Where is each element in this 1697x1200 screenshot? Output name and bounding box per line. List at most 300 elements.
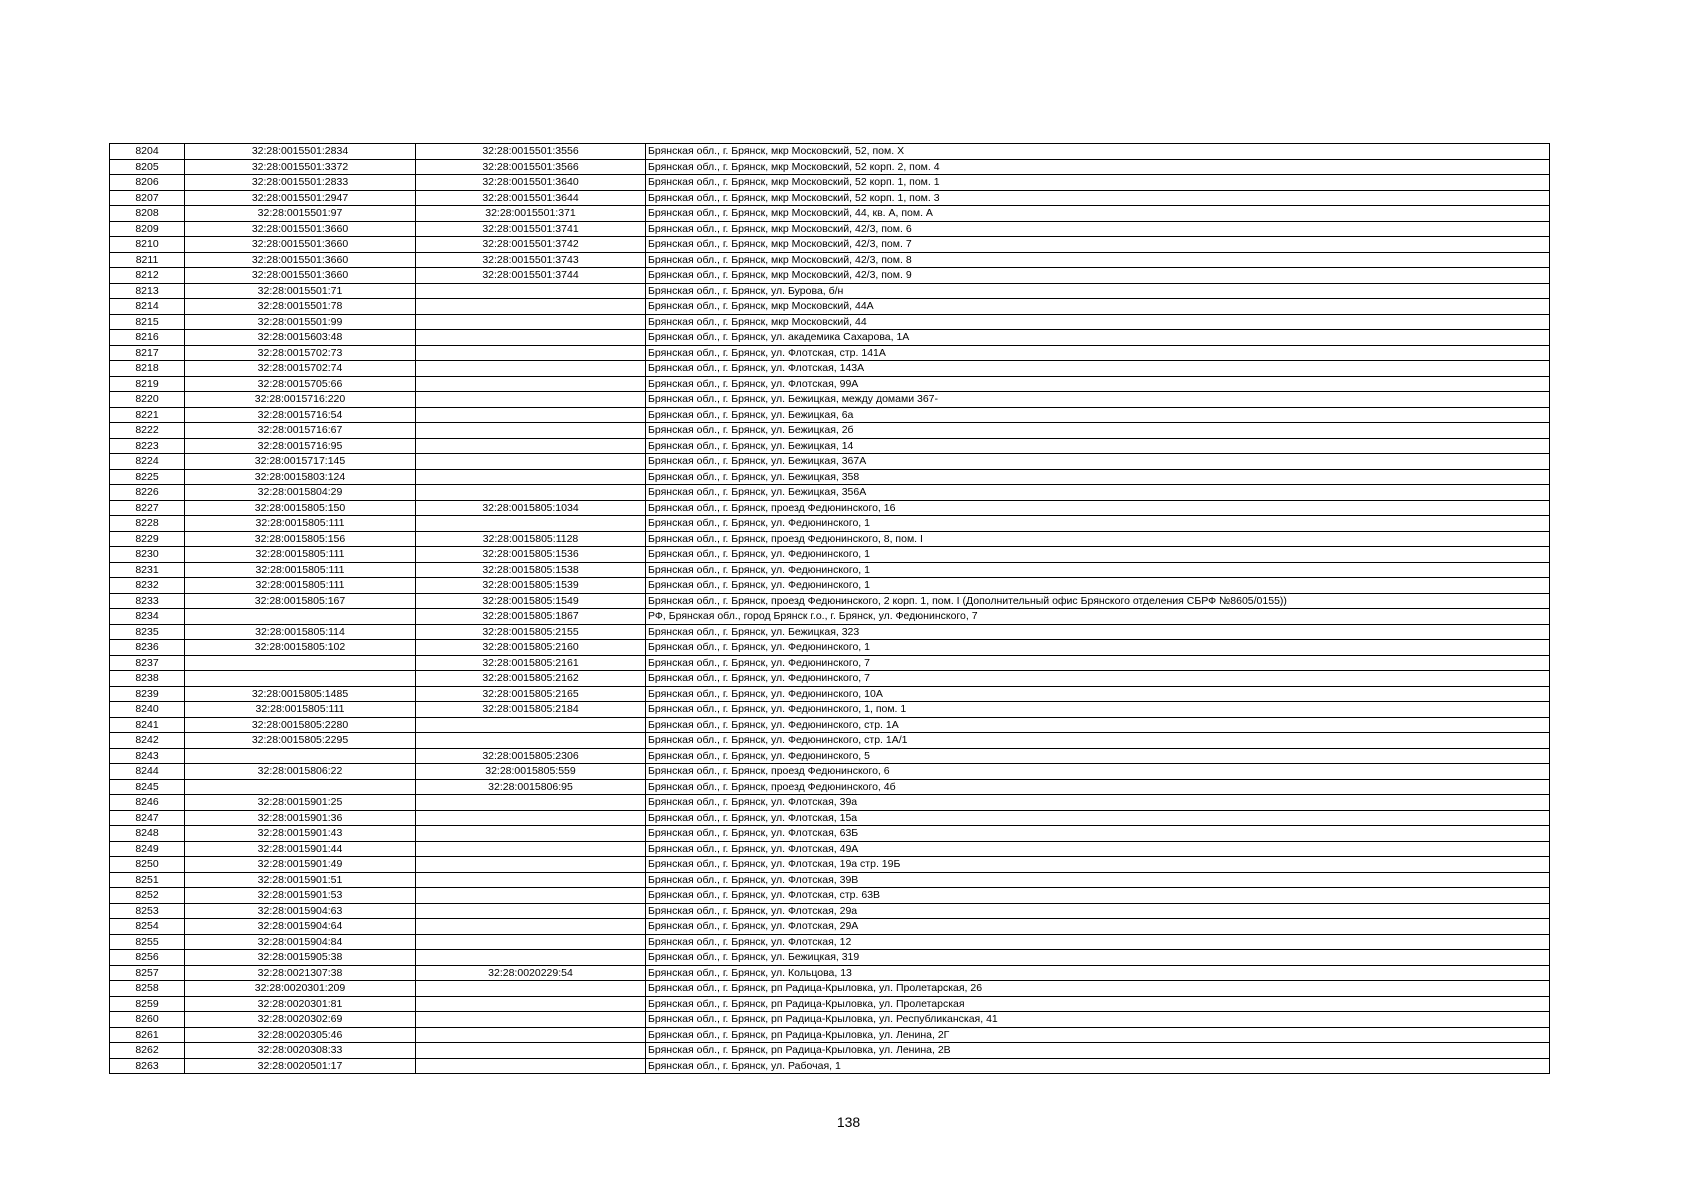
address-cell: Брянская обл., г. Брянск, проезд Федюнинского, 4б (646, 779, 1550, 795)
address-cell: Брянская обл., г. Брянск, мкр Московский, 42/3, пом. 6 (646, 221, 1550, 237)
cadastral-number-cell: 32:28:0015717:145 (185, 454, 416, 470)
row-number-cell: 8204 (110, 144, 185, 160)
object-number-cell: 32:28:0015805:1539 (416, 578, 646, 594)
cadastral-number-cell: 32:28:0015805:111 (185, 578, 416, 594)
table-row (110, 221, 1550, 237)
row-number-cell: 8214 (110, 299, 185, 315)
table-row (110, 454, 1550, 470)
row-number-cell: 8217 (110, 345, 185, 361)
cadastral-number-cell: 32:28:0015501:71 (185, 283, 416, 299)
address-cell: Брянская обл., г. Брянск, мкр Московский, 52 корп. 1, пом. 3 (646, 190, 1550, 206)
object-number-cell: 32:28:0015805:1128 (416, 531, 646, 547)
object-number-cell (416, 872, 646, 888)
row-number-cell: 8228 (110, 516, 185, 532)
cadastral-number-cell: 32:28:0015803:124 (185, 469, 416, 485)
address-cell: Брянская обл., г. Брянск, ул. Бежицкая, 2б (646, 423, 1550, 439)
object-number-cell: 32:28:0015501:3644 (416, 190, 646, 206)
table-row (110, 1058, 1550, 1074)
row-number-cell: 8209 (110, 221, 185, 237)
address-cell: Брянская обл., г. Брянск, мкр Московский, 42/3, пом. 7 (646, 237, 1550, 253)
object-number-cell (416, 950, 646, 966)
object-number-cell: 32:28:0015805:1034 (416, 500, 646, 516)
table-row (110, 547, 1550, 563)
cadastral-number-cell: 32:28:0015501:3660 (185, 221, 416, 237)
cadastral-number-cell: 32:28:0015705:66 (185, 376, 416, 392)
row-number-cell: 8257 (110, 965, 185, 981)
row-number-cell: 8238 (110, 671, 185, 687)
address-cell: Брянская обл., г. Брянск, ул. Флотская, 29а (646, 903, 1550, 919)
address-cell: Брянская обл., г. Брянск, мкр Московский, 52 корп. 2, пом. 4 (646, 159, 1550, 175)
object-number-cell: 32:28:0015501:3741 (416, 221, 646, 237)
object-number-cell (416, 299, 646, 315)
table-row (110, 175, 1550, 191)
row-number-cell: 8215 (110, 314, 185, 330)
row-number-cell: 8252 (110, 888, 185, 904)
registry-table (109, 143, 1550, 1074)
object-number-cell (416, 376, 646, 392)
table-row (110, 826, 1550, 842)
address-cell: Брянская обл., г. Брянск, рп Радица-Крыловка, ул. Ленина, 2В (646, 1043, 1550, 1059)
object-number-cell (416, 485, 646, 501)
cadastral-number-cell: 32:28:0015716:95 (185, 438, 416, 454)
table-row (110, 190, 1550, 206)
address-cell: Брянская обл., г. Брянск, ул. Федюнинского, 7 (646, 671, 1550, 687)
cadastral-number-cell: 32:28:0015501:78 (185, 299, 416, 315)
address-cell: Брянская обл., г. Брянск, ул. Федюнинского, 1 (646, 562, 1550, 578)
table-row (110, 423, 1550, 439)
address-cell: Брянская обл., г. Брянск, ул. Флотская, 29А (646, 919, 1550, 935)
row-number-cell: 8250 (110, 857, 185, 873)
cadastral-number-cell: 32:28:0020301:81 (185, 996, 416, 1012)
address-cell: Брянская обл., г. Брянск, ул. Флотская, 99А (646, 376, 1550, 392)
address-cell: Брянская обл., г. Брянск, ул. Флотская, 63Б (646, 826, 1550, 842)
cadastral-number-cell: 32:28:0015501:2834 (185, 144, 416, 160)
object-number-cell (416, 345, 646, 361)
address-cell: Брянская обл., г. Брянск, ул. Рабочая, 1 (646, 1058, 1550, 1074)
address-cell: Брянская обл., г. Брянск, ул. Федюнинского, 10А (646, 686, 1550, 702)
cadastral-number-cell (185, 655, 416, 671)
address-cell: Брянская обл., г. Брянск, мкр Московский, 44, кв. А, пом. А (646, 206, 1550, 222)
object-number-cell (416, 438, 646, 454)
row-number-cell: 8233 (110, 593, 185, 609)
address-cell: Брянская обл., г. Брянск, мкр Московский, 52 корп. 1, пом. 1 (646, 175, 1550, 191)
table-row (110, 516, 1550, 532)
cadastral-number-cell: 32:28:0015806:22 (185, 764, 416, 780)
table-row (110, 810, 1550, 826)
address-cell: Брянская обл., г. Брянск, ул. Бежицкая, 6а (646, 407, 1550, 423)
table-row (110, 779, 1550, 795)
cadastral-number-cell: 32:28:0015805:111 (185, 547, 416, 563)
row-number-cell: 8206 (110, 175, 185, 191)
row-number-cell: 8221 (110, 407, 185, 423)
table-row (110, 268, 1550, 284)
address-cell: Брянская обл., г. Брянск, ул. Флотская, 39а (646, 795, 1550, 811)
object-number-cell: 32:28:0015806:95 (416, 779, 646, 795)
object-number-cell: 32:28:0015805:2306 (416, 748, 646, 764)
cadastral-number-cell: 32:28:0015501:3660 (185, 237, 416, 253)
row-number-cell: 8260 (110, 1012, 185, 1028)
row-number-cell: 8230 (110, 547, 185, 563)
address-cell: Брянская обл., г. Брянск, мкр Московский, 52, пом. X (646, 144, 1550, 160)
object-number-cell: 32:28:0015805:2165 (416, 686, 646, 702)
object-number-cell (416, 795, 646, 811)
cadastral-number-cell: 32:28:0020301:209 (185, 981, 416, 997)
table-row (110, 283, 1550, 299)
object-number-cell (416, 996, 646, 1012)
row-number-cell: 8246 (110, 795, 185, 811)
table-row (110, 1012, 1550, 1028)
table-row (110, 562, 1550, 578)
object-number-cell (416, 516, 646, 532)
row-number-cell: 8224 (110, 454, 185, 470)
table-row (110, 795, 1550, 811)
object-number-cell (416, 810, 646, 826)
object-number-cell: 32:28:0015501:3566 (416, 159, 646, 175)
address-cell: Брянская обл., г. Брянск, ул. Флотская, 12 (646, 934, 1550, 950)
address-cell: Брянская обл., г. Брянск, рп Радица-Крыловка, ул. Республиканская, 41 (646, 1012, 1550, 1028)
address-cell: Брянская обл., г. Брянск, ул. Федюнинского, 1, пом. 1 (646, 702, 1550, 718)
cadastral-number-cell: 32:28:0015901:25 (185, 795, 416, 811)
row-number-cell: 8227 (110, 500, 185, 516)
address-cell: Брянская обл., г. Брянск, ул. Флотская, 143А (646, 361, 1550, 377)
cadastral-number-cell: 32:28:0015805:111 (185, 702, 416, 718)
table-row (110, 965, 1550, 981)
cadastral-number-cell: 32:28:0015901:49 (185, 857, 416, 873)
cadastral-number-cell: 32:28:0015805:2280 (185, 717, 416, 733)
cadastral-number-cell: 32:28:0015901:51 (185, 872, 416, 888)
object-number-cell: 32:28:0015805:2161 (416, 655, 646, 671)
object-number-cell: 32:28:0015805:2184 (416, 702, 646, 718)
cadastral-number-cell: 32:28:0015716:220 (185, 392, 416, 408)
address-cell: Брянская обл., г. Брянск, проезд Федюнинского, 6 (646, 764, 1550, 780)
table-row (110, 934, 1550, 950)
address-cell: Брянская обл., г. Брянск, проезд Федюнинского, 2 корп. 1, пом. I (Дополнительный офис Брянского отделения СБРФ №8605/0155)) (646, 593, 1550, 609)
object-number-cell: 32:28:0015805:2160 (416, 640, 646, 656)
address-cell: Брянская обл., г. Брянск, ул. Флотская, стр. 63В (646, 888, 1550, 904)
address-cell: Брянская обл., г. Брянск, ул. Федюнинского, 1 (646, 578, 1550, 594)
table-row (110, 438, 1550, 454)
row-number-cell: 8243 (110, 748, 185, 764)
table-row (110, 624, 1550, 640)
row-number-cell: 8249 (110, 841, 185, 857)
cadastral-number-cell: 32:28:0015905:38 (185, 950, 416, 966)
cadastral-number-cell: 32:28:0015805:114 (185, 624, 416, 640)
cadastral-number-cell: 32:28:0015702:73 (185, 345, 416, 361)
object-number-cell: 32:28:0015805:1538 (416, 562, 646, 578)
address-cell: Брянская обл., г. Брянск, ул. Бурова, б/н (646, 283, 1550, 299)
table-row (110, 485, 1550, 501)
table-row (110, 686, 1550, 702)
table-row (110, 857, 1550, 873)
row-number-cell: 8205 (110, 159, 185, 175)
object-number-cell (416, 330, 646, 346)
address-cell: Брянская обл., г. Брянск, рп Радица-Крыловка, ул. Пролетарская, 26 (646, 981, 1550, 997)
row-number-cell: 8212 (110, 268, 185, 284)
table-row (110, 733, 1550, 749)
cadastral-number-cell (185, 779, 416, 795)
table-row (110, 702, 1550, 718)
cadastral-number-cell: 32:28:0015501:2833 (185, 175, 416, 191)
row-number-cell: 8244 (110, 764, 185, 780)
address-cell: Брянская обл., г. Брянск, ул. Бежицкая, 14 (646, 438, 1550, 454)
object-number-cell: 32:28:0015501:371 (416, 206, 646, 222)
address-cell: Брянская обл., г. Брянск, ул. Бежицкая, 358 (646, 469, 1550, 485)
row-number-cell: 8222 (110, 423, 185, 439)
address-cell: Брянская обл., г. Брянск, ул. Федюнинского, 1 (646, 547, 1550, 563)
table-row (110, 640, 1550, 656)
object-number-cell: 32:28:0020229:54 (416, 965, 646, 981)
row-number-cell: 8232 (110, 578, 185, 594)
row-number-cell: 8255 (110, 934, 185, 950)
table-row (110, 578, 1550, 594)
row-number-cell: 8263 (110, 1058, 185, 1074)
row-number-cell: 8259 (110, 996, 185, 1012)
cadastral-number-cell: 32:28:0015501:2947 (185, 190, 416, 206)
address-cell: Брянская обл., г. Брянск, ул. академика Сахарова, 1А (646, 330, 1550, 346)
object-number-cell: 32:28:0015501:3742 (416, 237, 646, 253)
object-number-cell (416, 469, 646, 485)
table-row (110, 206, 1550, 222)
address-cell: Брянская обл., г. Брянск, ул. Бежицкая, между домами 367- (646, 392, 1550, 408)
table-row (110, 717, 1550, 733)
cadastral-number-cell: 32:28:0015901:53 (185, 888, 416, 904)
table-row (110, 1027, 1550, 1043)
cadastral-number-cell: 32:28:0015904:63 (185, 903, 416, 919)
cadastral-number-cell: 32:28:0015805:2295 (185, 733, 416, 749)
row-number-cell: 8219 (110, 376, 185, 392)
cadastral-number-cell: 32:28:0015501:3372 (185, 159, 416, 175)
table-row (110, 159, 1550, 175)
cadastral-number-cell: 32:28:0015501:3660 (185, 268, 416, 284)
object-number-cell (416, 857, 646, 873)
address-cell: Брянская обл., г. Брянск, ул. Бежицкая, 367А (646, 454, 1550, 470)
address-cell: Брянская обл., г. Брянск, ул. Флотская, 49А (646, 841, 1550, 857)
row-number-cell: 8256 (110, 950, 185, 966)
table-row (110, 888, 1550, 904)
row-number-cell: 8236 (110, 640, 185, 656)
row-number-cell: 8245 (110, 779, 185, 795)
cadastral-number-cell: 32:28:0021307:38 (185, 965, 416, 981)
table-row (110, 593, 1550, 609)
row-number-cell: 8220 (110, 392, 185, 408)
table-row (110, 376, 1550, 392)
table-row (110, 500, 1550, 516)
address-cell: Брянская обл., г. Брянск, ул. Кольцова, 13 (646, 965, 1550, 981)
address-cell: Брянская обл., г. Брянск, ул. Бежицкая, 323 (646, 624, 1550, 640)
table-row (110, 950, 1550, 966)
object-number-cell (416, 423, 646, 439)
address-cell: Брянская обл., г. Брянск, проезд Федюнинского, 16 (646, 500, 1550, 516)
row-number-cell: 8261 (110, 1027, 185, 1043)
address-cell: Брянская обл., г. Брянск, рп Радица-Крыловка, ул. Пролетарская (646, 996, 1550, 1012)
row-number-cell: 8262 (110, 1043, 185, 1059)
table-row (110, 252, 1550, 268)
cadastral-number-cell: 32:28:0020302:69 (185, 1012, 416, 1028)
object-number-cell (416, 1043, 646, 1059)
object-number-cell (416, 1012, 646, 1028)
table-row (110, 919, 1550, 935)
table-row (110, 237, 1550, 253)
object-number-cell: 32:28:0015805:559 (416, 764, 646, 780)
object-number-cell (416, 407, 646, 423)
address-cell: Брянская обл., г. Брянск, ул. Федюнинского, стр. 1А (646, 717, 1550, 733)
object-number-cell: 32:28:0015805:2155 (416, 624, 646, 640)
address-cell: Брянская обл., г. Брянск, ул. Бежицкая, 356А (646, 485, 1550, 501)
table-row (110, 299, 1550, 315)
table-row (110, 981, 1550, 997)
address-cell: Брянская обл., г. Брянск, ул. Федюнинского, 1 (646, 516, 1550, 532)
table-row (110, 764, 1550, 780)
row-number-cell: 8218 (110, 361, 185, 377)
table-row (110, 655, 1550, 671)
table-row (110, 345, 1550, 361)
cadastral-number-cell (185, 748, 416, 764)
table-row (110, 903, 1550, 919)
row-number-cell: 8231 (110, 562, 185, 578)
address-cell: Брянская обл., г. Брянск, мкр Московский, 44 (646, 314, 1550, 330)
table-row (110, 392, 1550, 408)
object-number-cell (416, 361, 646, 377)
object-number-cell (416, 733, 646, 749)
address-cell: Брянская обл., г. Брянск, мкр Московский, 42/3, пом. 8 (646, 252, 1550, 268)
address-cell: Брянская обл., г. Брянск, ул. Федюнинского, 7 (646, 655, 1550, 671)
row-number-cell: 8242 (110, 733, 185, 749)
cadastral-number-cell: 32:28:0015805:167 (185, 593, 416, 609)
cadastral-number-cell: 32:28:0015904:64 (185, 919, 416, 935)
row-number-cell: 8208 (110, 206, 185, 222)
cadastral-number-cell: 32:28:0020308:33 (185, 1043, 416, 1059)
table-row (110, 407, 1550, 423)
row-number-cell: 8226 (110, 485, 185, 501)
object-number-cell (416, 717, 646, 733)
object-number-cell: 32:28:0015501:3744 (416, 268, 646, 284)
table-row (110, 144, 1550, 160)
address-cell: Брянская обл., г. Брянск, ул. Федюнинского, стр. 1А/1 (646, 733, 1550, 749)
object-number-cell (416, 919, 646, 935)
address-cell: Брянская обл., г. Брянск, ул. Флотская, стр. 141А (646, 345, 1550, 361)
address-cell: Брянская обл., г. Брянск, ул. Флотская, 15а (646, 810, 1550, 826)
row-number-cell: 8211 (110, 252, 185, 268)
cadastral-number-cell: 32:28:0015805:111 (185, 562, 416, 578)
address-cell: Брянская обл., г. Брянск, проезд Федюнинского, 8, пом. I (646, 531, 1550, 547)
row-number-cell: 8247 (110, 810, 185, 826)
row-number-cell: 8210 (110, 237, 185, 253)
cadastral-number-cell: 32:28:0020501:17 (185, 1058, 416, 1074)
cadastral-number-cell: 32:28:0015805:1485 (185, 686, 416, 702)
cadastral-number-cell: 32:28:0015901:36 (185, 810, 416, 826)
cadastral-number-cell (185, 671, 416, 687)
row-number-cell: 8225 (110, 469, 185, 485)
address-cell: Брянская обл., г. Брянск, ул. Федюнинского, 1 (646, 640, 1550, 656)
cadastral-number-cell: 32:28:0015716:67 (185, 423, 416, 439)
object-number-cell (416, 903, 646, 919)
table-row (110, 1043, 1550, 1059)
row-number-cell: 8258 (110, 981, 185, 997)
object-number-cell (416, 1058, 646, 1074)
row-number-cell: 8235 (110, 624, 185, 640)
object-number-cell: 32:28:0015805:1549 (416, 593, 646, 609)
table-row (110, 469, 1550, 485)
cadastral-number-cell: 32:28:0015901:44 (185, 841, 416, 857)
cadastral-number-cell: 32:28:0015805:150 (185, 500, 416, 516)
table-row (110, 671, 1550, 687)
object-number-cell (416, 826, 646, 842)
cadastral-number-cell: 32:28:0015805:102 (185, 640, 416, 656)
object-number-cell: 32:28:0015805:2162 (416, 671, 646, 687)
table-row (110, 361, 1550, 377)
row-number-cell: 8234 (110, 609, 185, 625)
cadastral-number-cell: 32:28:0015904:84 (185, 934, 416, 950)
row-number-cell: 8207 (110, 190, 185, 206)
address-cell: Брянская обл., г. Брянск, ул. Федюнинского, 5 (646, 748, 1550, 764)
row-number-cell: 8237 (110, 655, 185, 671)
table-row (110, 748, 1550, 764)
object-number-cell (416, 981, 646, 997)
row-number-cell: 8213 (110, 283, 185, 299)
row-number-cell: 8248 (110, 826, 185, 842)
object-number-cell (416, 934, 646, 950)
cadastral-number-cell: 32:28:0015805:111 (185, 516, 416, 532)
object-number-cell (416, 392, 646, 408)
object-number-cell: 32:28:0015501:3640 (416, 175, 646, 191)
table-row (110, 609, 1550, 625)
cadastral-number-cell: 32:28:0015716:54 (185, 407, 416, 423)
address-cell: Брянская обл., г. Брянск, рп Радица-Крыловка, ул. Ленина, 2Г (646, 1027, 1550, 1043)
address-cell: Брянская обл., г. Брянск, ул. Бежицкая, 319 (646, 950, 1550, 966)
row-number-cell: 8241 (110, 717, 185, 733)
object-number-cell (416, 283, 646, 299)
row-number-cell: 8216 (110, 330, 185, 346)
address-cell: Брянская обл., г. Брянск, мкр Московский, 42/3, пом. 9 (646, 268, 1550, 284)
table-row (110, 841, 1550, 857)
page-number: 138 (836, 1114, 861, 1130)
address-cell: Брянская обл., г. Брянск, мкр Московский, 44А (646, 299, 1550, 315)
row-number-cell: 8239 (110, 686, 185, 702)
object-number-cell (416, 454, 646, 470)
address-cell: РФ, Брянская обл., город Брянск г.о., г. Брянск, ул. Федюнинского, 7 (646, 609, 1550, 625)
registry-body (110, 144, 1550, 1074)
table-row (110, 531, 1550, 547)
address-cell: Брянская обл., г. Брянск, ул. Флотская, 19а стр. 19Б (646, 857, 1550, 873)
cadastral-number-cell: 32:28:0015501:3660 (185, 252, 416, 268)
row-number-cell: 8229 (110, 531, 185, 547)
cadastral-number-cell: 32:28:0015702:74 (185, 361, 416, 377)
object-number-cell (416, 888, 646, 904)
object-number-cell: 32:28:0015805:1536 (416, 547, 646, 563)
row-number-cell: 8240 (110, 702, 185, 718)
object-number-cell (416, 841, 646, 857)
row-number-cell: 8254 (110, 919, 185, 935)
cadastral-number-cell: 32:28:0015501:99 (185, 314, 416, 330)
row-number-cell: 8251 (110, 872, 185, 888)
cadastral-number-cell: 32:28:0015805:156 (185, 531, 416, 547)
cadastral-number-cell: 32:28:0020305:46 (185, 1027, 416, 1043)
cadastral-number-cell: 32:28:0015901:43 (185, 826, 416, 842)
address-cell: Брянская обл., г. Брянск, ул. Флотская, 39В (646, 872, 1550, 888)
table-row (110, 330, 1550, 346)
cadastral-number-cell: 32:28:0015501:97 (185, 206, 416, 222)
cadastral-number-cell: 32:28:0015603:48 (185, 330, 416, 346)
table-row (110, 996, 1550, 1012)
row-number-cell: 8253 (110, 903, 185, 919)
object-number-cell (416, 1027, 646, 1043)
object-number-cell: 32:28:0015501:3743 (416, 252, 646, 268)
table-row (110, 314, 1550, 330)
object-number-cell: 32:28:0015501:3556 (416, 144, 646, 160)
object-number-cell: 32:28:0015805:1867 (416, 609, 646, 625)
cadastral-number-cell (185, 609, 416, 625)
object-number-cell (416, 314, 646, 330)
